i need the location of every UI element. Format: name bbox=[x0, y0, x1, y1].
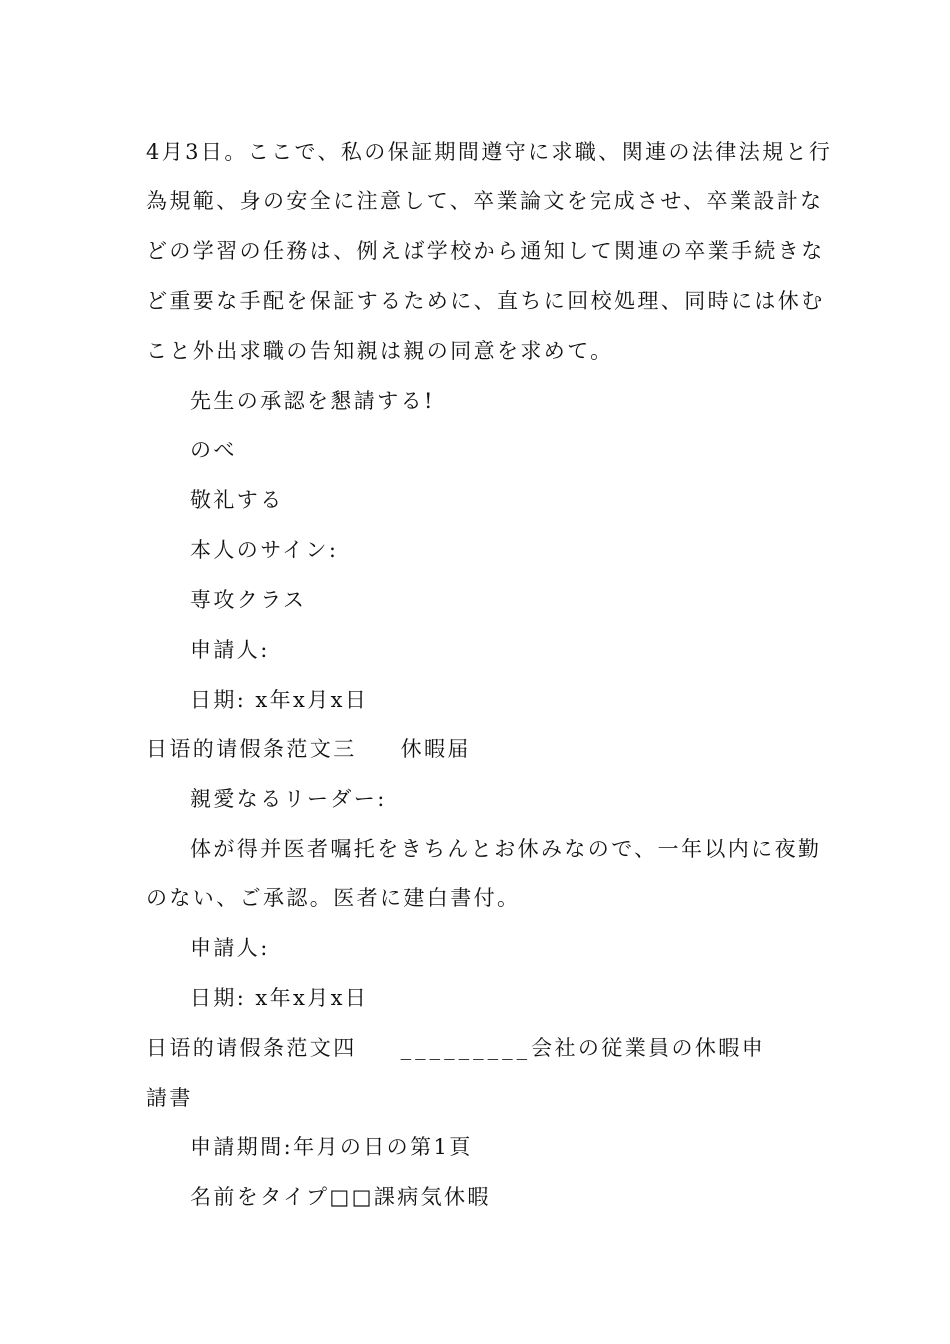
section-title: 日语的请假条范文四 bbox=[146, 1036, 357, 1060]
greeting-line: 親愛なるリーダー: bbox=[190, 787, 387, 811]
paragraph-line: どの学習の任務は、例えば学校から通知して関連の卒業手続きな bbox=[146, 239, 825, 263]
blank-underline: _________ bbox=[400, 1036, 532, 1060]
applicant-line: 申請人: bbox=[190, 638, 270, 662]
name-type-line: 名前をタイプ□□課病気休暇 bbox=[190, 1185, 491, 1209]
period-line: 申請期間:年月の日の第1頁 bbox=[190, 1135, 473, 1159]
paragraph-line: 体が得并医者嘱托をきちんとお休みなので、一年以内に夜勤 bbox=[190, 837, 822, 861]
date-line: 日期: x年x月x日 bbox=[190, 986, 369, 1010]
signature-line: 本人のサイン: bbox=[190, 538, 339, 562]
section-subtitle-continued: 請書 bbox=[146, 1086, 193, 1110]
regards-line: 敬礼する bbox=[190, 488, 284, 512]
paragraph-line: ど重要な手配を保証するために、直ちに回校処理、同時には休む bbox=[146, 289, 825, 313]
paragraph-line: のない、ご承認。医者に建白書付。 bbox=[146, 886, 521, 910]
major-class-line: 専攻クラス bbox=[190, 588, 307, 612]
date-line: 日期: x年x月x日 bbox=[190, 688, 369, 712]
paragraph-line: こと外出求職の告知親は親の同意を求めて。 bbox=[146, 339, 614, 363]
section-subtitle: 会社の従業員の休暇申 bbox=[531, 1036, 766, 1060]
section-heading-4 bbox=[146, 1034, 810, 1062]
applicant-line: 申請人: bbox=[190, 936, 270, 960]
nobe-line: のべ bbox=[190, 438, 237, 462]
section-heading-3 bbox=[146, 735, 810, 763]
paragraph-line: 4月3日。ここで、私の保証期間遵守に求職、関連の法律法規と行 bbox=[146, 140, 833, 164]
section-title: 日语的请假条范文三 bbox=[146, 737, 357, 761]
paragraph-line: 為規範、身の安全に注意して、卒業論文を完成させ、卒業設計な bbox=[146, 189, 824, 213]
request-line: 先生の承認を懇請する! bbox=[190, 389, 435, 413]
section-subtitle: 休暇届 bbox=[400, 737, 471, 761]
